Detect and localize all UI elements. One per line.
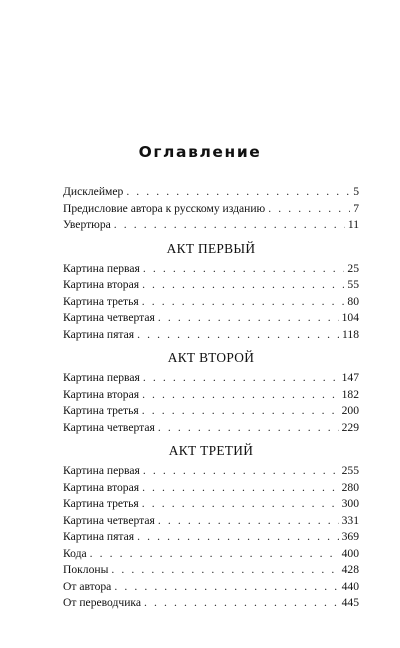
dot-leader bbox=[143, 463, 339, 480]
toc-entry-page: 147 bbox=[341, 371, 359, 384]
toc-entry-label: Картина пятая bbox=[63, 327, 135, 341]
dot-leader bbox=[142, 480, 339, 497]
toc-entry bbox=[63, 294, 359, 311]
toc-entry-page: 104 bbox=[341, 311, 359, 324]
dot-leader bbox=[142, 277, 344, 294]
dot-leader bbox=[142, 496, 339, 513]
toc-entry bbox=[63, 327, 359, 344]
toc-entry bbox=[63, 403, 359, 420]
toc-entry bbox=[63, 217, 359, 234]
toc-entry-label: Картина вторая bbox=[63, 387, 140, 401]
toc-entry-label: Картина четвертая bbox=[63, 311, 155, 324]
dot-leader bbox=[143, 261, 345, 278]
toc-entry-page: 118 bbox=[342, 327, 359, 341]
dot-leader bbox=[90, 546, 339, 563]
toc-entry-page: 55 bbox=[347, 278, 359, 291]
toc-entry bbox=[63, 595, 359, 612]
toc-entry-page: 369 bbox=[341, 530, 359, 543]
toc-entry-label: Картина первая bbox=[63, 261, 140, 275]
toc-entry-page: 200 bbox=[341, 404, 359, 417]
dot-leader bbox=[142, 387, 339, 404]
page-title: Оглавление bbox=[138, 143, 262, 161]
toc-entry-page: 428 bbox=[341, 563, 359, 576]
toc-entry-label: Картина третья bbox=[63, 404, 139, 417]
dot-leader bbox=[142, 403, 339, 420]
toc-entry-page: 280 bbox=[341, 480, 359, 494]
toc-entry bbox=[63, 513, 359, 530]
toc-entry bbox=[63, 310, 359, 327]
act-heading: АКТ ПЕРВЫЙ bbox=[166, 240, 256, 256]
toc-entry bbox=[63, 387, 359, 404]
dot-leader bbox=[137, 327, 339, 344]
toc-entry bbox=[63, 277, 359, 294]
toc-entry-page: 445 bbox=[341, 596, 359, 609]
toc-entry-label: Картина вторая bbox=[63, 480, 140, 494]
toc-entry-label: Картина третья bbox=[63, 497, 139, 510]
toc-entry-page: 255 bbox=[341, 464, 359, 477]
toc-entry bbox=[63, 201, 359, 218]
act-heading: АКТ ТРЕТИЙ bbox=[168, 443, 254, 458]
toc-entry-label: Картина пятая bbox=[63, 530, 135, 543]
toc-entry-page: 400 bbox=[341, 546, 359, 560]
toc-entry-page: 11 bbox=[347, 218, 359, 231]
toc-entry bbox=[63, 562, 359, 579]
dot-leader bbox=[158, 420, 339, 437]
toc-entry-label: Картина четвертая bbox=[63, 513, 155, 527]
toc-entry bbox=[63, 184, 359, 201]
dot-leader bbox=[126, 184, 350, 201]
dot-leader bbox=[137, 529, 338, 546]
toc-entry-label: Предисловие автора к русскому изданию bbox=[63, 201, 266, 215]
toc-entry bbox=[63, 261, 359, 278]
toc-entry bbox=[63, 579, 359, 596]
toc-entry-page: 7 bbox=[353, 201, 359, 215]
toc-entry-label: Картина третья bbox=[63, 294, 139, 308]
toc-entry bbox=[63, 463, 359, 480]
toc-entry bbox=[63, 420, 359, 437]
toc-entry bbox=[63, 546, 359, 563]
dot-leader bbox=[142, 294, 345, 311]
dot-leader bbox=[158, 513, 339, 530]
toc-entry-label: Картина первая bbox=[63, 464, 140, 477]
toc-entry-label: Поклоны bbox=[63, 563, 109, 576]
toc-entry bbox=[63, 496, 359, 513]
toc-entry-page: 5 bbox=[353, 185, 359, 198]
toc-entry bbox=[63, 370, 359, 387]
toc-entry-label: Дисклеймер bbox=[63, 185, 124, 198]
dot-leader bbox=[158, 310, 339, 327]
toc-entry-page: 80 bbox=[347, 294, 359, 308]
table-of-contents bbox=[63, 184, 359, 612]
toc-entry-page: 229 bbox=[341, 420, 359, 434]
toc-entry bbox=[63, 480, 359, 497]
dot-leader bbox=[268, 201, 350, 218]
toc-entry-label: От переводчика bbox=[63, 596, 142, 609]
toc-entry-page: 182 bbox=[341, 387, 359, 401]
toc-entry-label: От автора bbox=[63, 579, 112, 593]
toc-entry bbox=[63, 529, 359, 546]
toc-entry-label: Картина вторая bbox=[63, 278, 140, 291]
toc-entry-page: 300 bbox=[341, 497, 359, 510]
toc-entry-page: 440 bbox=[341, 579, 359, 593]
dot-leader bbox=[114, 579, 338, 596]
dot-leader bbox=[114, 217, 345, 234]
dot-leader bbox=[144, 595, 339, 612]
act-heading: АКТ ВТОРОЙ bbox=[167, 350, 255, 365]
toc-entry-page: 331 bbox=[341, 513, 359, 527]
toc-entry-label: Картина первая bbox=[63, 371, 140, 384]
toc-entry-label: Картина четвертая bbox=[63, 420, 155, 434]
dot-leader bbox=[143, 370, 339, 387]
dot-leader bbox=[111, 562, 338, 579]
toc-entry-label: Увертюра bbox=[63, 218, 111, 231]
toc-entry-label: Кода bbox=[63, 546, 87, 560]
toc-entry-page: 25 bbox=[347, 261, 359, 275]
